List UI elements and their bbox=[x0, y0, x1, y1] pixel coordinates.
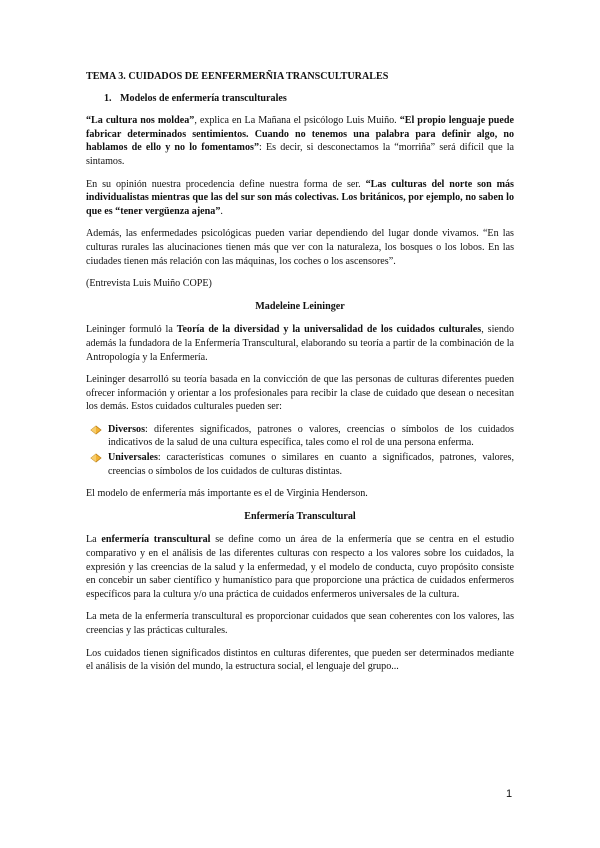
document-page bbox=[86, 70, 514, 683]
list-item bbox=[86, 451, 514, 478]
quote-cultura-moldea: “La cultura nos moldea” bbox=[86, 115, 195, 127]
text-span: : Es decir, si desconectamos la “morriña” será difícil que la sintamos. bbox=[86, 142, 515, 167]
text-span: . bbox=[220, 205, 223, 217]
text-span: , siendo además la fundadora de la Enfermería Transcultural, elaborando su teoría a partir de la combinación de la Antropología y la Enfermería. bbox=[86, 324, 514, 363]
paragraph-source: (Entrevista Luis Muiño COPE) bbox=[86, 278, 212, 290]
paragraph-definicion bbox=[86, 533, 514, 601]
paragraph-meta: La meta de la enfermería transcultural es proporcionar cuidados que sean coherentes con los valores, las creencias y las prácticas culturales. bbox=[86, 611, 514, 636]
diamond-bullet-icon bbox=[90, 425, 102, 435]
document-title: TEMA 3. CUIDADOS DE EENFERMERÑIA TRANSCULTURALES bbox=[86, 71, 389, 82]
quote-lenguaje: “El propio lenguaje puede fabricar determinados sentimientos. Cuando no tenemos una palabra para definir algo, no hablamos de ello y no lo fomentamos” bbox=[86, 115, 514, 154]
text-span: La bbox=[86, 534, 102, 546]
paragraph-henderson: El modelo de enfermería más importante es el de Virginia Henderson. bbox=[86, 488, 368, 500]
section-heading bbox=[86, 92, 514, 106]
text-span: Leininger formuló la bbox=[86, 324, 177, 336]
list-item bbox=[86, 423, 514, 450]
text-span: , explica en La Mañana el psicólogo Luis Muiño. bbox=[194, 115, 400, 127]
text-span: se define como un área de la enfermería que se centra en el estudio comparativo y en el análisis de las diferentes culturas con respecto a los valores sobre los cuidados, la expresión y las creencias de la salud y la enfermedad, y el modelo de conducta, cuyo propósito consiste en concebir un saber científico y humanístico para que proporcione una práctica de cuidados enfermeros específicos para la cultura y/o una práctica de cuidados enfermeros universales de la cultura. bbox=[86, 534, 515, 600]
paragraph-enfermedades: Además, las enfermedades psicológicas pueden variar dependiendo del lugar donde vivamos. “En las culturas rurales las alucinaciones tienen más que ver con la naturaleza, los bosques o los lobos. En las ciudades tienen más relación con las máquinas, los coches o los ascensores”. bbox=[86, 228, 514, 267]
quote-culturas-norte: “Las culturas del norte son más individualistas mientras que las del sur son más colectivas. Los británicos, por ejemplo, no saben lo que es “tener vergüenza ajena” bbox=[86, 178, 514, 217]
bullet-list bbox=[86, 423, 514, 478]
bullet-term: Diversos bbox=[108, 423, 146, 435]
page-number: 1 bbox=[506, 788, 513, 800]
section-title: Modelos de enfermería transculturales bbox=[120, 92, 287, 104]
paragraph-significados: Los cuidados tienen significados distintos en culturas diferentes, que pueden ser determinados mediante el análisis de la visión del mundo, la estructura social, el lenguaje del grupo... bbox=[86, 647, 514, 673]
term-enfermeria-transcultural: enfermería transcultural bbox=[101, 534, 211, 546]
paragraph-procedencia bbox=[86, 178, 514, 219]
section-number: 1. bbox=[104, 92, 112, 104]
bullet-text: : características comunes o similares en cuanto a significados, patrones, valores, creencias o símbolos de los cuidados de culturas distintas. bbox=[108, 452, 514, 477]
paragraph-leininger-conviccion: Leininger desarrolló su teoría basada en la convicción de que las personas de culturas diferentes pueden ofrecer información y orientar a los profesionales para recibir la clase de cuidado que desean o necesitan los demás. Estos cuidados culturales pueden ser: bbox=[86, 374, 514, 413]
heading-enfermeria-transcultural: Enfermería Transcultural bbox=[244, 510, 356, 522]
bullet-term: Universales bbox=[108, 452, 158, 464]
diamond-bullet-icon bbox=[90, 453, 102, 463]
bullet-text: : diferentes significados, patrones o valores, creencias o símbolos de los cuidados indicativos de la salud de una cultura específica, tales como el rol de una persona enferma. bbox=[108, 423, 514, 449]
text-span: En su opinión nuestra procedencia define nuestra forma de ser. bbox=[86, 178, 366, 190]
paragraph-muino-intro bbox=[86, 114, 514, 168]
heading-leininger: Madeleine Leininger bbox=[255, 300, 345, 312]
paragraph-leininger-teoria bbox=[86, 323, 514, 364]
theory-name: Teoría de la diversidad y la universalidad de los cuidados culturales bbox=[176, 324, 482, 336]
